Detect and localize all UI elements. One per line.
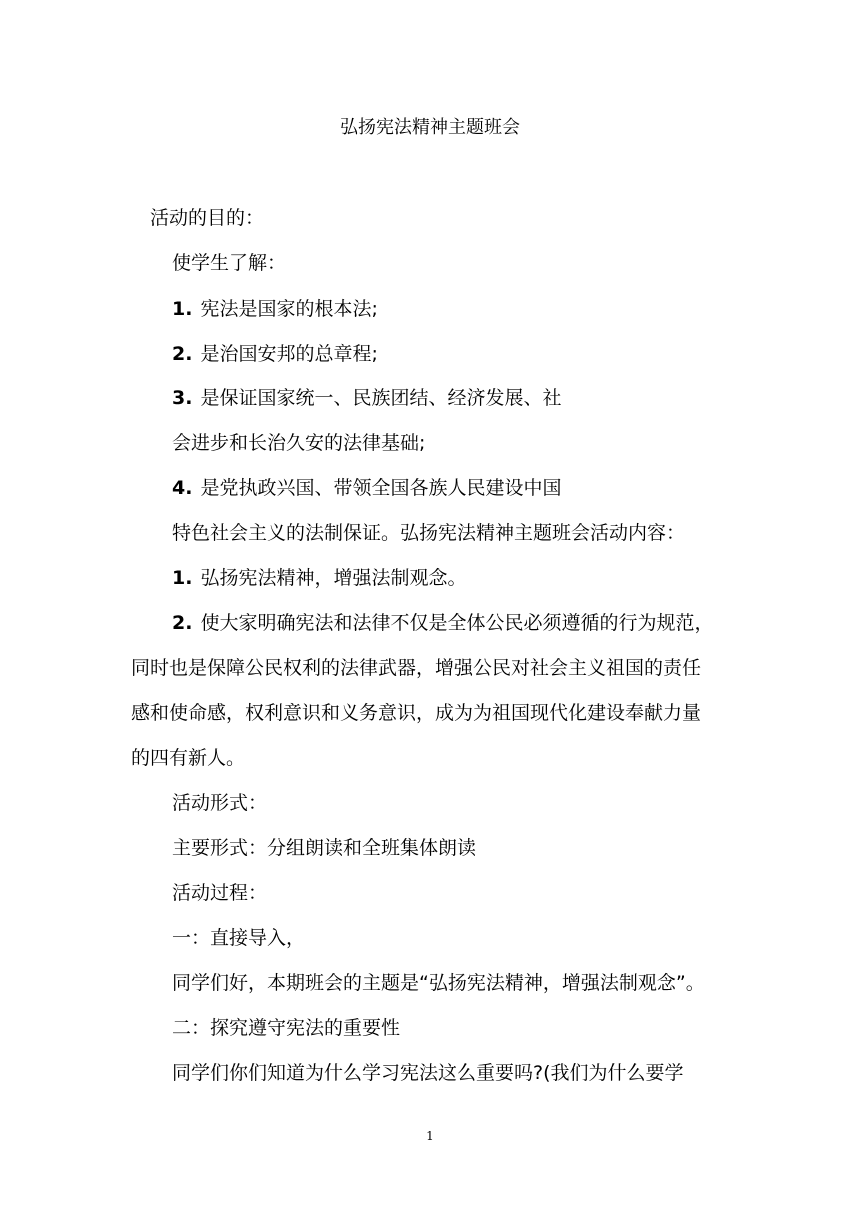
- paragraph-line: 主要形式：分组朗读和全班集体朗读: [172, 837, 477, 859]
- paragraph-line: 同学们你们知道为什么学习宪法这么重要吗?(我们为什么要学: [172, 1062, 684, 1084]
- list-item-number: 2.: [172, 343, 193, 365]
- paragraph-line: 一：直接导入，: [172, 927, 306, 949]
- list-item: [172, 565, 466, 591]
- section-heading-purpose: 活动的目的：: [150, 207, 265, 229]
- document-title: 弘扬宪法精神主题班会: [340, 117, 520, 138]
- list-item: [172, 341, 378, 367]
- list-item-text: 是党执政兴国、带领全国各族人民建设中国: [200, 477, 562, 499]
- list-item: [172, 475, 561, 501]
- paragraph-line: 同时也是保障公民权利的法律武器，增强公民对社会主义祖国的责任: [131, 657, 702, 679]
- list-item: [172, 610, 713, 636]
- paragraph-line: 感和使命感，权利意识和义务意识，成为为祖国现代化建设奉献力量: [131, 702, 702, 724]
- list-item: [172, 296, 378, 322]
- list-item-text: 是保证国家统一、民族团结、经济发展、社: [200, 387, 562, 409]
- paragraph-line: 的四有新人。: [131, 747, 246, 769]
- list-item-text: 是治国安邦的总章程;: [200, 343, 378, 365]
- paragraph-line: 会进步和长治久安的法律基础;: [172, 432, 426, 454]
- paragraph-line: 二：探究遵守宪法的重要性: [172, 1017, 401, 1039]
- section-heading-process: 活动过程：: [172, 882, 268, 904]
- page-number: 1: [426, 1129, 434, 1143]
- paragraph-line: 同学们好，本期班会的主题是“弘扬宪法精神，增强法制观念”。: [172, 972, 705, 994]
- list-item-number: 4.: [172, 477, 193, 499]
- list-item-number: 1.: [172, 567, 193, 589]
- list-item-number: 1.: [172, 298, 193, 320]
- list-item: [172, 385, 561, 411]
- list-item-text: 弘扬宪法精神，增强法制观念。: [200, 567, 467, 589]
- list-item-number: 3.: [172, 387, 193, 409]
- paragraph-line: 使学生了解：: [172, 252, 287, 274]
- list-item-text: 使大家明确宪法和法律不仅是全体公民必须遵循的行为规范，: [200, 612, 714, 634]
- section-heading-form: 活动形式：: [172, 792, 268, 814]
- list-item-text: 宪法是国家的根本法;: [200, 298, 378, 320]
- paragraph-line: 特色社会主义的法制保证。弘扬宪法精神主题班会活动内容：: [172, 522, 686, 544]
- list-item-number: 2.: [172, 612, 193, 634]
